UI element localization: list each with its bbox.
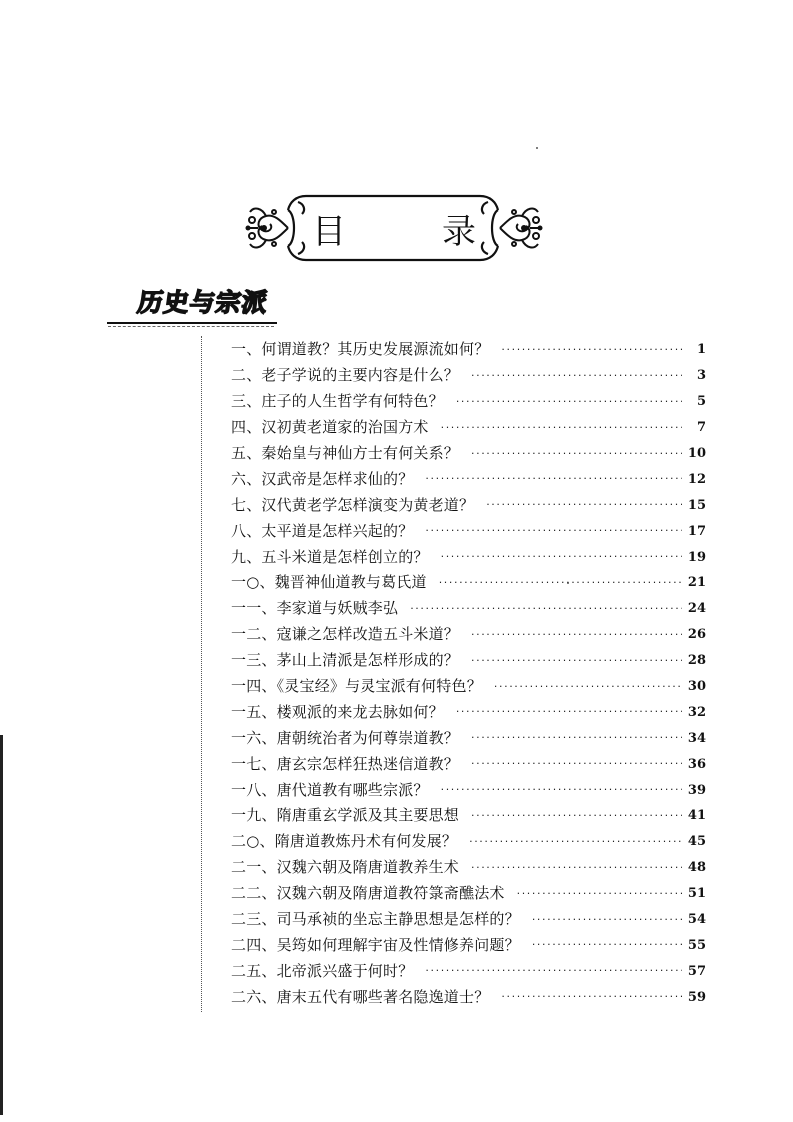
- toc-entry-title: 二二、汉魏六朝及隋唐道教符箓斋醮法术: [231, 884, 505, 903]
- toc-entry-title: 四、汉初黄老道家的治国方术: [231, 418, 429, 437]
- toc-page-number: 10: [687, 446, 706, 461]
- toc-dot-leader: [456, 705, 682, 719]
- toc-page-number: 15: [687, 497, 706, 513]
- toc-entry[interactable]: [231, 441, 706, 467]
- toc-entry-title: 一二、寇谦之怎样改造五斗米道？: [231, 625, 460, 644]
- toc-page-number: 54: [687, 912, 706, 928]
- toc-dot-leader: [494, 680, 682, 694]
- toc-dot-leader: [456, 395, 682, 409]
- toc-dot-leader: [471, 731, 682, 745]
- toc-entry-title: 一五、楼观派的来龙去脉如何？: [231, 702, 444, 721]
- toc-dot-leader: [425, 472, 682, 486]
- toc-entry[interactable]: [231, 907, 706, 933]
- toc-entry[interactable]: [231, 415, 706, 441]
- toc-dot-leader: [471, 861, 682, 875]
- toc-entry[interactable]: [231, 829, 706, 855]
- toc-entry[interactable]: [231, 492, 706, 518]
- toc-entry[interactable]: [231, 725, 706, 751]
- toc-page-number: 12: [687, 471, 706, 487]
- toc-entry-title: 三、庄子的人生哲学有何特色？: [231, 392, 444, 411]
- toc-dot-leader: [441, 550, 682, 564]
- toc-dot-leader: [471, 369, 682, 383]
- toc-dot-leader: [439, 576, 682, 590]
- toc-dot-leader: [501, 990, 682, 1004]
- toc-entry-title: 一九、隋唐重玄学派及其主要思想: [231, 806, 460, 825]
- toc-page-number: 39: [687, 782, 706, 798]
- toc-page-number: 30: [687, 679, 706, 695]
- toc-page-number: 55: [687, 937, 706, 953]
- table-of-contents: [231, 337, 706, 1010]
- toc-dot-leader: [471, 447, 682, 461]
- toc-entry-title: 一七、唐玄宗怎样狂热迷信道教？: [231, 754, 460, 773]
- toc-page-number: 3: [696, 368, 706, 384]
- toc-dot-leader: [532, 913, 682, 927]
- toc-entry[interactable]: [231, 674, 706, 700]
- toc-entry-title: 八、太平道是怎样兴起的？: [231, 521, 414, 540]
- toc-entry-title: 二一、汉魏六朝及隋唐道教养生术: [231, 858, 460, 877]
- toc-dot-leader: [425, 524, 682, 538]
- page-title: [312, 204, 476, 252]
- toc-entry[interactable]: [231, 518, 706, 544]
- toc-entry-title: 六、汉武帝是怎样求仙的？: [231, 469, 414, 488]
- toc-entry-title: 一一、李家道与妖贼李弘: [231, 599, 399, 618]
- toc-page-number: 1: [696, 342, 706, 358]
- toc-page-number: 51: [687, 886, 706, 902]
- toc-dot-leader: [486, 498, 682, 512]
- toc-page-number: 7: [696, 420, 706, 436]
- toc-dot-leader: [471, 654, 682, 668]
- toc-dot-leader: [471, 757, 682, 771]
- toc-entry[interactable]: [231, 932, 706, 958]
- toc-entry-title: 九、五斗米道是怎样创立的？: [231, 547, 429, 566]
- toc-page-number: 57: [687, 963, 706, 979]
- toc-dot-leader: [501, 343, 682, 357]
- toc-entry-title: 一六、唐朝统治者为何尊崇道教？: [231, 728, 460, 747]
- toc-entry-title: 一○、魏晋神仙道教与葛氏道: [231, 573, 427, 592]
- section-heading: 历史与宗派: [135, 288, 270, 317]
- toc-dot-leader: [425, 964, 682, 978]
- section-divider: [107, 322, 277, 324]
- title-banner: [244, 188, 544, 270]
- toc-entry[interactable]: [231, 337, 706, 363]
- toc-entry[interactable]: [231, 466, 706, 492]
- toc-page-number: 19: [687, 549, 706, 565]
- toc-page-number: 59: [687, 989, 706, 1005]
- toc-entry-title: 一四、《灵宝经》与灵宝派有何特色？: [231, 677, 482, 696]
- toc-entry-title: 二六、唐末五代有哪些著名隐逸道士？: [231, 987, 490, 1006]
- toc-entry[interactable]: [231, 596, 706, 622]
- toc-dot-leader: [441, 783, 682, 797]
- title-char-lu: 录: [442, 211, 476, 252]
- toc-entry[interactable]: [231, 389, 706, 415]
- toc-entry[interactable]: [231, 881, 706, 907]
- toc-entry[interactable]: [231, 544, 706, 570]
- toc-entry[interactable]: [231, 777, 706, 803]
- toc-dot-leader: [469, 835, 682, 849]
- toc-dot-leader: [410, 602, 682, 616]
- toc-dot-leader: [441, 421, 682, 435]
- toc-dot-leader: [471, 628, 682, 642]
- toc-entry[interactable]: [231, 622, 706, 648]
- dotted-margin-line: [201, 336, 202, 1012]
- toc-dot-leader: [517, 887, 682, 901]
- toc-page-number: 21: [687, 575, 706, 591]
- toc-entry[interactable]: [231, 699, 706, 725]
- toc-page-number: 48: [687, 860, 706, 876]
- toc-entry-title: 一三、茅山上清派是怎样形成的？: [231, 651, 460, 670]
- toc-page-number: 32: [687, 704, 706, 720]
- toc-page-number: 45: [687, 834, 706, 850]
- toc-entry-title: 七、汉代黄老学怎样演变为黄老道？: [231, 495, 475, 514]
- toc-dot-leader: [471, 809, 682, 823]
- toc-entry-title: 二○、隋唐道教炼丹术有何发展？: [231, 832, 458, 851]
- toc-entry[interactable]: [231, 648, 706, 674]
- toc-page-number: 26: [687, 627, 706, 643]
- toc-entry-title: 二四、吴筠如何理解宇宙及性情修养问题？: [231, 935, 520, 954]
- toc-entry[interactable]: [231, 570, 706, 596]
- title-char-mu: 目: [312, 211, 346, 252]
- toc-entry[interactable]: [231, 984, 706, 1010]
- toc-page-number: 5: [696, 394, 706, 410]
- scan-speck: [536, 147, 538, 149]
- section-divider-dashes: [108, 326, 274, 327]
- toc-entry-title: 一、何谓道教？其历史发展源流如何？: [231, 340, 490, 359]
- toc-entry[interactable]: [231, 855, 706, 881]
- right-floral-ornament-icon: [498, 200, 544, 256]
- toc-entry[interactable]: [231, 803, 706, 829]
- toc-entry-title: 二、老子学说的主要内容是什么？: [231, 366, 460, 385]
- toc-entry-title: 一八、唐代道教有哪些宗派？: [231, 780, 429, 799]
- page-edge-shadow: [0, 735, 3, 1115]
- toc-entry[interactable]: [231, 363, 706, 389]
- toc-page-number: 34: [687, 730, 706, 746]
- toc-entry-title: 二五、北帝派兴盛于何时？: [231, 961, 414, 980]
- toc-page-number: 36: [687, 756, 706, 772]
- toc-entry[interactable]: [231, 958, 706, 984]
- toc-entry-title: 二三、司马承祯的坐忘主静思想是怎样的？: [231, 910, 520, 929]
- toc-entry-title: 五、秦始皇与神仙方士有何关系？: [231, 444, 460, 462]
- toc-page-number: 17: [687, 523, 706, 539]
- toc-page-number: 41: [687, 808, 706, 824]
- toc-dot-leader: [532, 938, 682, 952]
- toc-page-number: 24: [687, 601, 706, 617]
- toc-entry[interactable]: [231, 751, 706, 777]
- toc-page-number: 28: [687, 653, 706, 669]
